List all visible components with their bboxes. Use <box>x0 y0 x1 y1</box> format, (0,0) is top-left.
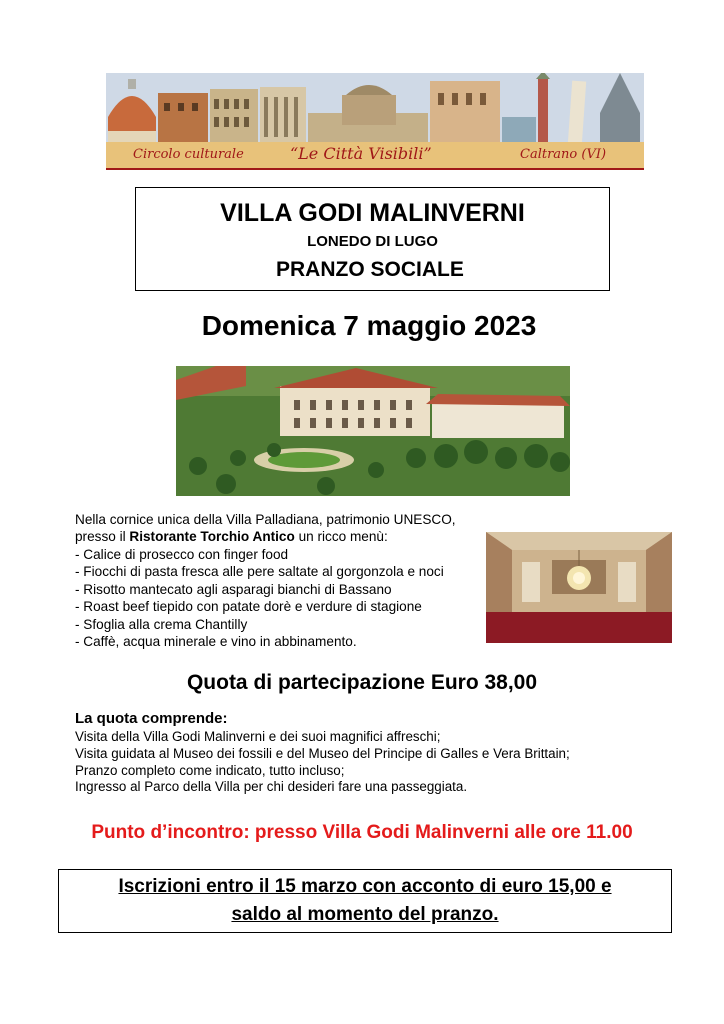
menu-list <box>75 546 444 650</box>
club-label: Circolo culturale <box>133 147 244 162</box>
location-subtitle: LONEDO DI LUGO <box>307 233 438 250</box>
fee-line: Quota di partecipazione Euro 38,00 <box>186 671 538 694</box>
includes-item: Visita della Villa Godi Malinverni e dei suoi magnifici affreschi; <box>75 729 441 744</box>
intro-line-1: Nella cornice unica della Villa Palladiana, patrimonio UNESCO, <box>75 512 456 527</box>
intro-line-2-suffix: un ricco menù: <box>294 529 388 545</box>
includes-list <box>75 729 570 796</box>
registration-line-1: Iscrizioni entro il 15 marzo con acconto di euro 15,00 e <box>118 876 612 897</box>
menu-item: - Fiocchi di pasta fresca alle pere saltate al gorgonzola e noci <box>75 564 444 580</box>
menu-item: - Caffè, acqua minerale e vino in abbinamento. <box>75 634 357 650</box>
menu-item: - Roast beef tiepido con patate dorè e verdure di stagione <box>75 599 422 615</box>
menu-item: - Risotto mantecato agli asparagi bianchi di Bassano <box>75 581 392 597</box>
intro-line-2-prefix: presso il <box>75 529 130 545</box>
menu-item: - Calice di prosecco con finger food <box>75 547 289 562</box>
intro-line-2 <box>75 528 456 545</box>
meeting-point: Punto d’incontro: presso Villa Godi Malinverni alle ore 11.00 <box>91 822 633 843</box>
menu-item: - Sfoglia alla crema Chantilly <box>75 616 248 632</box>
frescoed-hall-photo <box>486 532 672 643</box>
club-name: “Le Città Visibili” <box>290 144 432 163</box>
city-skyline-illustration <box>106 73 644 145</box>
event-date: Domenica 7 maggio 2023 <box>201 310 537 341</box>
includes-item: Pranzo completo come indicato, tutto incluso; <box>75 762 345 778</box>
includes-heading: La quota comprende: <box>75 710 228 727</box>
page-title: VILLA GODI MALINVERNI <box>220 199 525 227</box>
intro-text <box>75 511 456 546</box>
includes-item: Ingresso al Parco della Villa per chi desideri fare una passeggiata. <box>75 779 468 795</box>
restaurant-name: Ristorante Torchio Antico <box>129 529 295 545</box>
event-name: PRANZO SOCIALE <box>276 258 464 281</box>
registration-line-2: saldo al momento del pranzo. <box>231 904 499 925</box>
includes-item: Visita guidata al Museo dei fossili e del Museo del Principe di Galles e Vera Brittain; <box>75 745 570 761</box>
club-town: Caltrano (VI) <box>520 147 607 162</box>
villa-aerial-photo <box>176 366 570 496</box>
